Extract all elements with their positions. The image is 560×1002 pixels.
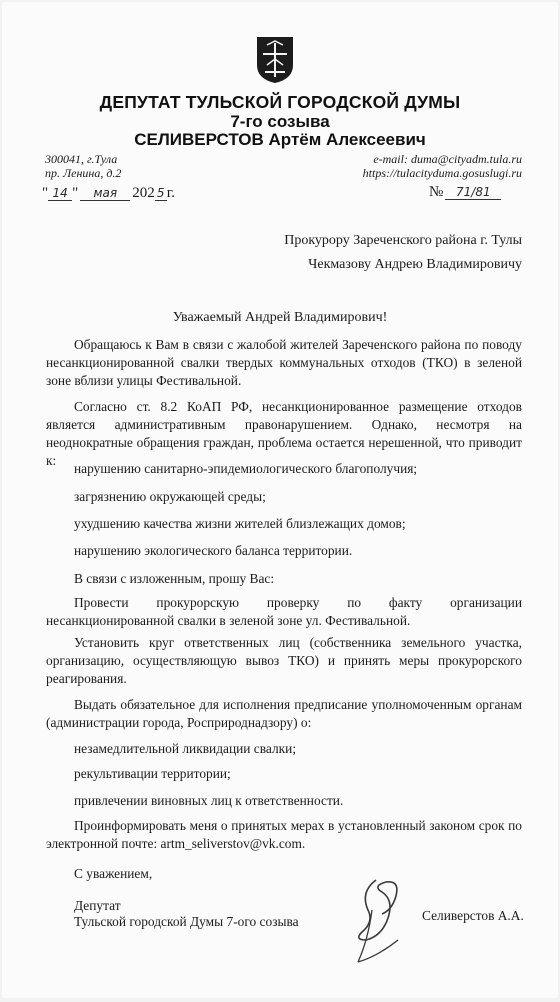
date-day: 14 <box>48 186 72 201</box>
paragraph-request-order: Выдать обязательное для исполнения предписание уполномоченным органам (администрации города, Росприроднадзору) о: <box>46 697 522 730</box>
list-item-consequence: загрязнению окружающей среды; <box>74 489 266 504</box>
recipient-position: Прокурору Зареченского района г. Тулы <box>284 233 522 248</box>
handwritten-signature <box>338 870 418 970</box>
letter-page <box>2 2 558 998</box>
street-address: пр. Ленина, д.2 <box>45 166 122 180</box>
paragraph-request-intro: В связи с изложенным, прошу Вас: <box>74 571 275 586</box>
closing-phrase: С уважением, <box>74 866 153 881</box>
letter-number <box>429 184 501 201</box>
email-address: e-mail: duma@cityadm.tula.ru <box>373 152 522 166</box>
deputy-name: СЕЛИВЕРСТОВ Артём Алексеевич <box>134 130 426 149</box>
recipient-name: Чекмазову Андрею Владимировичу <box>308 257 522 272</box>
list-item-consequence: нарушению экологического баланса территории. <box>74 543 353 558</box>
list-item-order: привлечении виновных лиц к ответственности. <box>74 793 344 808</box>
paragraph-request-responsible: Установить круг ответственных лиц (собственника земельного участка, организацию, осуществляющую вывоз ТКО) и принять меры прокурорского реагирования. <box>46 635 522 686</box>
tula-coat-of-arms-icon <box>255 35 295 85</box>
paragraph-request-inform: Проинформировать меня о принятых мерах в установленный законом срок по электронной почте: artm_seliverstov@vk.com. <box>46 818 522 851</box>
signer-role-line: Депутат <box>74 898 121 913</box>
convocation: 7-го созыва <box>230 112 330 131</box>
date-quote-close: " <box>72 185 79 201</box>
number-value: 71/81 <box>445 185 501 200</box>
letter-date <box>42 185 175 202</box>
list-item-consequence: ухудшению качества жизни жителей близлежащих домов; <box>74 516 406 531</box>
salutation: Уважаемый Андрей Владимирович! <box>172 310 388 325</box>
postal-city: 300041, г.Тула <box>45 152 118 166</box>
date-year-prefix: 202 <box>132 185 155 201</box>
date-month: мая <box>80 186 130 201</box>
number-sign: № <box>429 184 444 200</box>
paragraph-request-inspection: Провести прокурорскую проверку по факту организации несанкционированной свалки в зеленой зоне ул. Фестивальной. <box>46 595 522 628</box>
signer-role-line: Тульской городской Думы 7-ого созыва <box>74 914 299 929</box>
list-item-order: рекультивации территории; <box>74 766 231 781</box>
deputy-title: ДЕПУТАТ ТУЛЬСКОЙ ГОРОДСКОЙ ДУМЫ <box>99 92 461 112</box>
paragraph-legal-basis: Согласно ст. 8.2 КоАП РФ, несанкционированное размещение отходов является административным правонарушением. Однако, несмотря на неоднократные обращения граждан, проблема остается нерешенной, что приводит к: <box>46 399 522 468</box>
signer-role <box>74 898 299 930</box>
postal-address <box>45 152 121 180</box>
list-item-consequence: нарушению санитарно-эпидемиологического благополучия; <box>74 461 418 476</box>
date-suffix: г. <box>166 185 175 201</box>
list-item-order: незамедлительной ликвидации свалки; <box>74 741 297 756</box>
date-quote-open: " <box>42 185 49 201</box>
website: https://tulacityduma.gosuslugi.ru <box>362 166 522 180</box>
contact-info <box>363 152 522 180</box>
paragraph-intro: Обращаюсь к Вам в связи с жалобой жителей Зареченского района по поводу несанкционированной свалки твердых коммунальных отходов (ТКО) в зеленой зоне вблизи улицы Фестивальной. <box>46 337 522 388</box>
signer-name: Селиверстов А.А. <box>422 908 524 923</box>
date-year-digit: 5 <box>155 186 167 201</box>
